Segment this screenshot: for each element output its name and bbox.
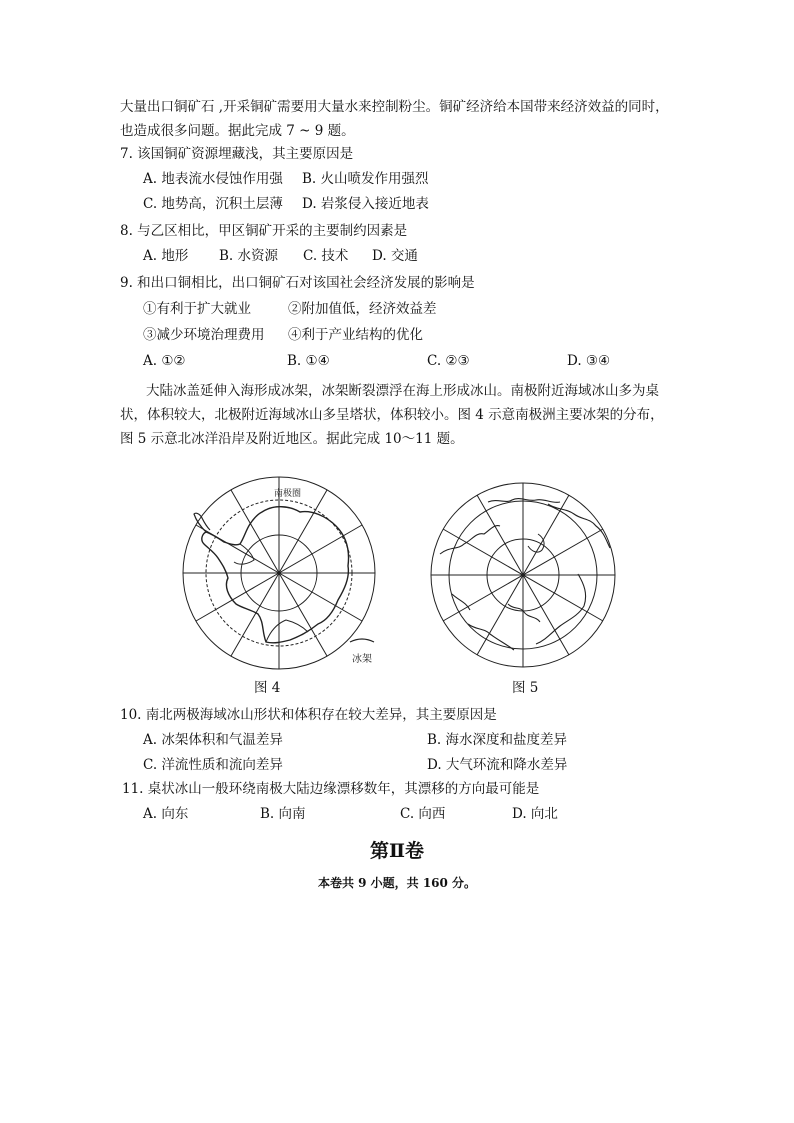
question-9-option-d: D. ③④ [567,353,611,369]
question-11-stem: 11. 桌状冰山一般环绕南极大陆边缘漂移数年，其漂移的方向最可能是 [122,781,540,797]
question-9-option-c: C. ②③ [427,353,470,369]
question-8-option-b: B. 水资源 [219,248,279,264]
question-9-item-4: ④利于产业结构的优化 [288,327,423,343]
question-9-option-b: B. ①④ [287,353,330,369]
question-10-option-d: D. 大气环流和降水差异 [427,757,568,773]
question-11-option-c: C. 向西 [400,806,446,822]
ice-shelf-legend-symbol [350,639,374,642]
question-9-item-1: ①有利于扩大就业 [143,301,251,317]
intro-line-1: 大量出口铜矿石 ,开采铜矿需要用大量水来控制粉尘。铜矿经济给本国带来经济效益的同时， [120,99,669,115]
question-8-stem: 8. 与乙区相比，甲区铜矿开采的主要制约因素是 [120,223,408,239]
question-7-option-d: D. 岩浆侵入接近地表 [302,196,429,212]
question-8-option-a: A. 地形 [143,248,189,264]
question-10-stem: 10. 南北两极海域冰山形状和体积存在较大差异，其主要原因是 [120,707,497,723]
question-10-option-a: A. 冰架体积和气温差异 [143,732,283,748]
figure-5-arctic-map [428,474,618,676]
passage-2-line-2: 状，体积较大，北极附近海域冰山多呈塔状，体积较小。图 4 示意南极洲主要冰架的分布， [120,407,664,423]
question-9-item-2: ②附加值低，经济效益差 [288,301,437,317]
question-8-option-d: D. 交通 [372,248,418,264]
passage-2-line-3: 图 5 示意北冰洋沿岸及附近地区。据此完成 10～11 题。 [120,431,464,447]
passage-2-line-1: 大陆冰盖延伸入海形成冰架，冰架断裂漂浮在海上形成冰山。南极附近海域冰山多为桌 [146,383,659,399]
antarctic-circle-label: 南极圈 [274,489,302,499]
figure-5-caption: 图 5 [512,680,539,696]
question-9-item-3: ③减少环境治理费用 [143,327,265,343]
question-11-option-b: B. 向南 [260,806,306,822]
ice-shelf-legend-label: 冰架 [352,654,372,665]
question-7-stem: 7. 该国铜矿资源埋藏浅，其主要原因是 [120,146,354,162]
question-9-stem: 9. 和出口铜相比，出口铜矿石对该国社会经济发展的影响是 [120,275,475,291]
section-2-note: 本卷共 9 小题，共 160 分。 [317,876,477,890]
question-10-option-b: B. 海水深度和盐度差异 [427,732,568,748]
intro-line-2: 也造成很多问题。据此完成 7 ~ 9 题。 [120,123,355,139]
question-7-option-a: A. 地表流水侵蚀作用强 [143,171,283,187]
question-8-option-c: C. 技术 [303,248,349,264]
figure-4-antarctica-map [178,474,404,674]
question-7-option-b: B. 火山喷发作用强烈 [302,171,429,187]
section-2-title: 第Ⅱ卷 [369,840,424,862]
question-11-option-a: A. 向东 [143,806,189,822]
question-7-option-c: C. 地势高，沉积土层薄 [143,196,283,212]
figure-4-caption: 图 4 [254,680,281,696]
question-9-option-a: A. ①② [143,353,186,369]
question-10-option-c: C. 洋流性质和流向差异 [143,757,283,773]
question-11-option-d: D. 向北 [512,806,558,822]
